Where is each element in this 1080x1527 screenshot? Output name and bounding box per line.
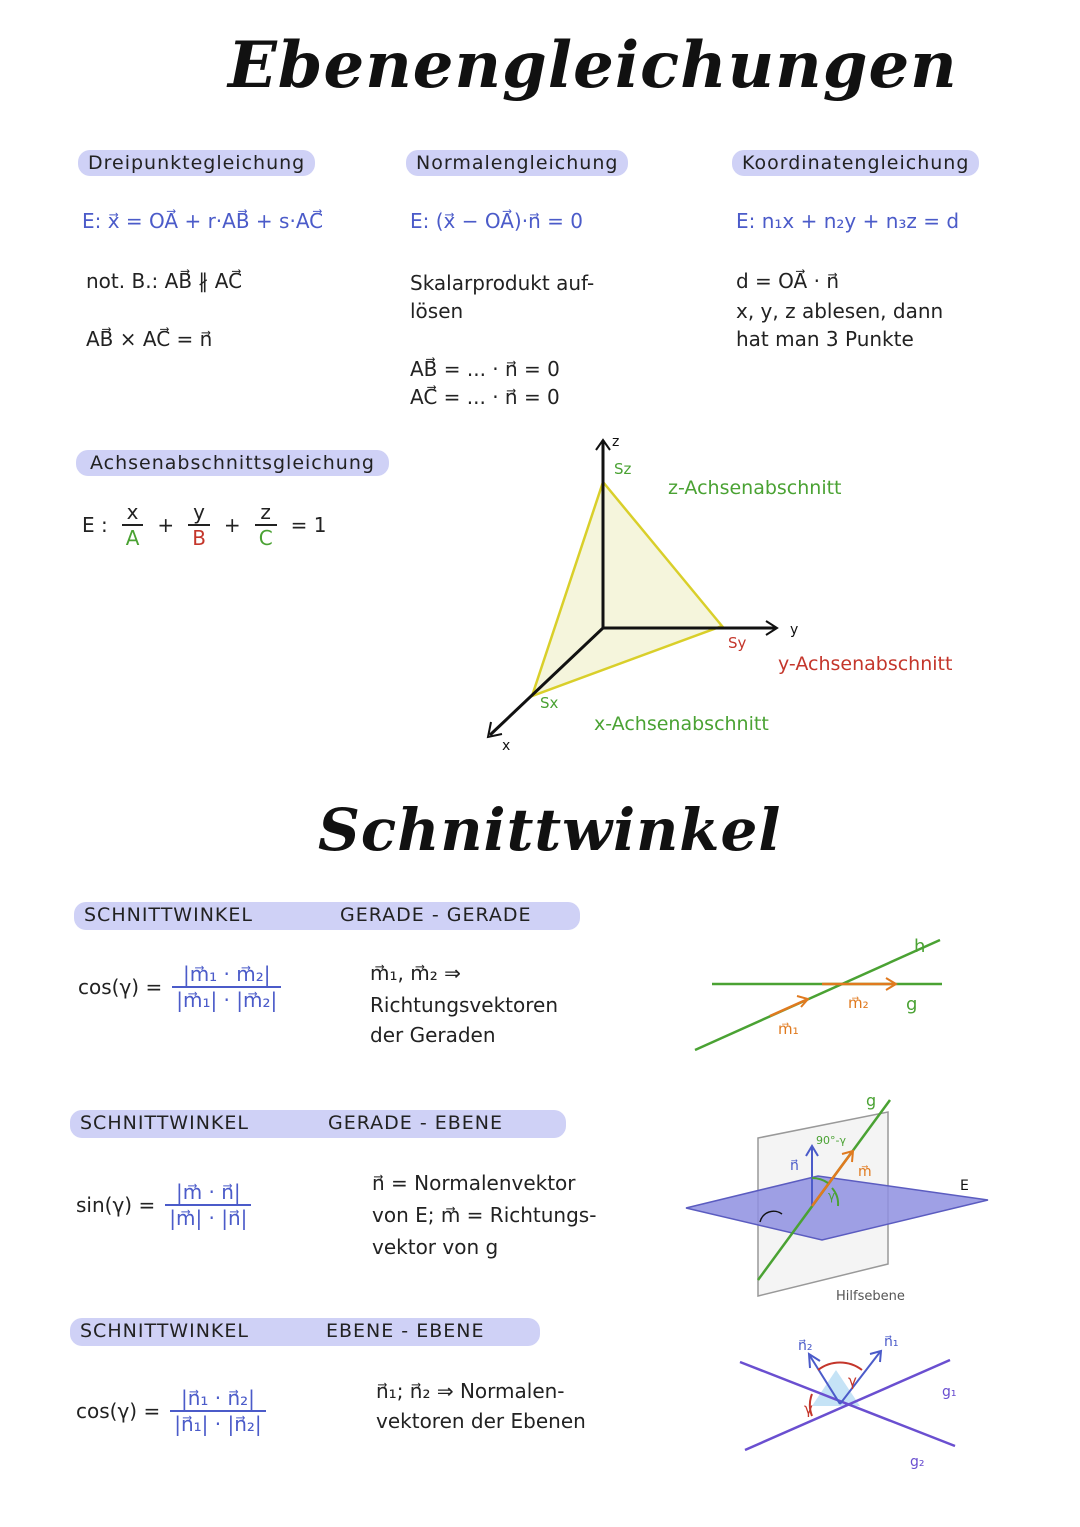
page-title: Ebenengleichungen [228,28,958,103]
y-axis-label: y [790,622,799,638]
z-axis-label: z [612,434,620,450]
label-e: E [960,1178,969,1194]
achsen-e-label: E : [82,513,108,537]
sx-label: Sx [540,694,559,712]
achsen-rhs: = 1 [290,513,327,537]
dreipunkt-cross-product: AB⃗ × AC⃗ = n⃗ [86,327,213,351]
ee-lhs: cos(γ) = [76,1399,161,1423]
label-g1: g₁ [942,1384,957,1400]
normalen-note-1: Skalarprodukt auf- [410,271,595,295]
gg-lhs: cos(γ) = [78,975,163,999]
y-intercept-label: y-Achsenabschnitt [778,653,953,675]
label-m1: m⃗₁ [778,1020,799,1038]
ee-note-2: vektoren der Ebenen [376,1409,586,1433]
ge-note-3: vektor von g [372,1235,499,1259]
normalen-eq-1: AB⃗ = ... · n⃗ = 0 [410,357,560,381]
ge-numerator: |m⃗ · n⃗| [175,1180,241,1204]
dreipunkt-formula: E: x⃗ = OA⃗ + r·AB⃗ + s·AC⃗ [82,209,324,233]
normal-n1 [840,1352,880,1404]
achsen-x-num: x [126,500,139,524]
gg-heading-1: SCHNITTWINKEL [84,904,253,926]
z-intercept-label: z-Achsenabschnitt [668,477,842,499]
gg-note-3: der Geraden [370,1023,496,1047]
achsen-b-den: B [188,524,210,550]
ee-numerator: |n⃗₁ · n⃗₂| [180,1386,255,1410]
label-m2: m⃗₂ [848,994,869,1012]
koordinaten-formula: E: n₁x + n₂y + n₃z = d [736,209,960,233]
label-90-minus-gamma: 90°-γ [816,1134,846,1147]
ge-note-2: von E; m⃗ = Richtungs- [372,1203,597,1227]
ge-heading-2: GERADE - EBENE [328,1112,503,1134]
label-m: m⃗ [858,1164,872,1180]
achsen-c-den: C [255,524,277,550]
ge-lhs: sin(γ) = [76,1193,156,1217]
achsen-heading: Achsenabschnittsgleichung [76,450,389,476]
gg-heading-2: GERADE - GERADE [340,904,532,926]
label-g: g [906,994,918,1015]
dreipunkt-condition: not. B.: AB⃗ ∦ AC⃗ [86,269,243,293]
koordinaten-note-2: x, y, z ablesen, dann [736,299,944,323]
normalen-formula: E: (x⃗ − OA⃗)·n⃗ = 0 [410,209,583,233]
label-gamma-normals: γ [848,1372,857,1390]
label-gamma-ge: γ [828,1189,836,1203]
label-gamma-planes: γ [804,1400,813,1418]
dreipunkt-heading: Dreipunktegleichung [78,150,315,176]
ee-heading-1: SCHNITTWINKEL [80,1320,249,1342]
section-title-schnittwinkel: Schnittwinkel [318,796,782,864]
gg-note-2: Richtungsvektoren [370,993,558,1017]
ge-denominator: |m⃗| · |n⃗| [165,1204,251,1230]
ge-note-1: n⃗ = Normalenvektor [372,1171,576,1195]
ee-denominator: |n⃗₁| · |n⃗₂| [170,1410,265,1436]
normalen-note-2: lösen [410,299,464,323]
ee-heading-2: EBENE - EBENE [326,1320,485,1342]
label-n2: n⃗₂ [798,1338,813,1354]
normalen-eq-2: AC⃗ = ... · n⃗ = 0 [410,385,560,409]
achsen-plus-1: + [157,513,175,537]
label-g-ge: g [866,1091,877,1110]
label-n: n⃗ [790,1158,799,1174]
label-hilfsebene: Hilfsebene [836,1289,905,1304]
achsen-a-den: A [122,524,144,550]
gg-note-1: m⃗₁, m⃗₂ ⇒ [370,961,461,985]
label-g2: g₂ [910,1454,925,1470]
x-intercept-label: x-Achsenabschnitt [594,713,769,735]
sy-label: Sy [728,634,747,652]
gg-denominator: |m⃗₁| · |m⃗₂| [172,986,281,1012]
ee-note-1: n⃗₁; n⃗₂ ⇒ Normalen- [376,1379,565,1403]
ge-heading-1: SCHNITTWINKEL [80,1112,249,1134]
x-axis-label: x [502,738,511,754]
angle-arc-normals [818,1362,862,1370]
achsen-y-num: y [193,500,205,524]
normalen-heading: Normalengleichung [406,150,628,176]
label-h: h [914,936,926,957]
normal-n2-arrow [809,1354,820,1368]
koordinaten-note-1: d = OA⃗ · n⃗ [736,269,839,293]
sz-label: Sz [614,460,632,478]
gg-numerator: |m⃗₁ · m⃗₂| [182,962,271,986]
koordinaten-heading: Koordinatengleichung [732,150,979,176]
achsen-z-num: z [260,500,271,524]
koordinaten-note-3: hat man 3 Punkte [736,327,914,351]
achsen-plus-2: + [223,513,241,537]
label-n1: n⃗₁ [884,1334,899,1350]
